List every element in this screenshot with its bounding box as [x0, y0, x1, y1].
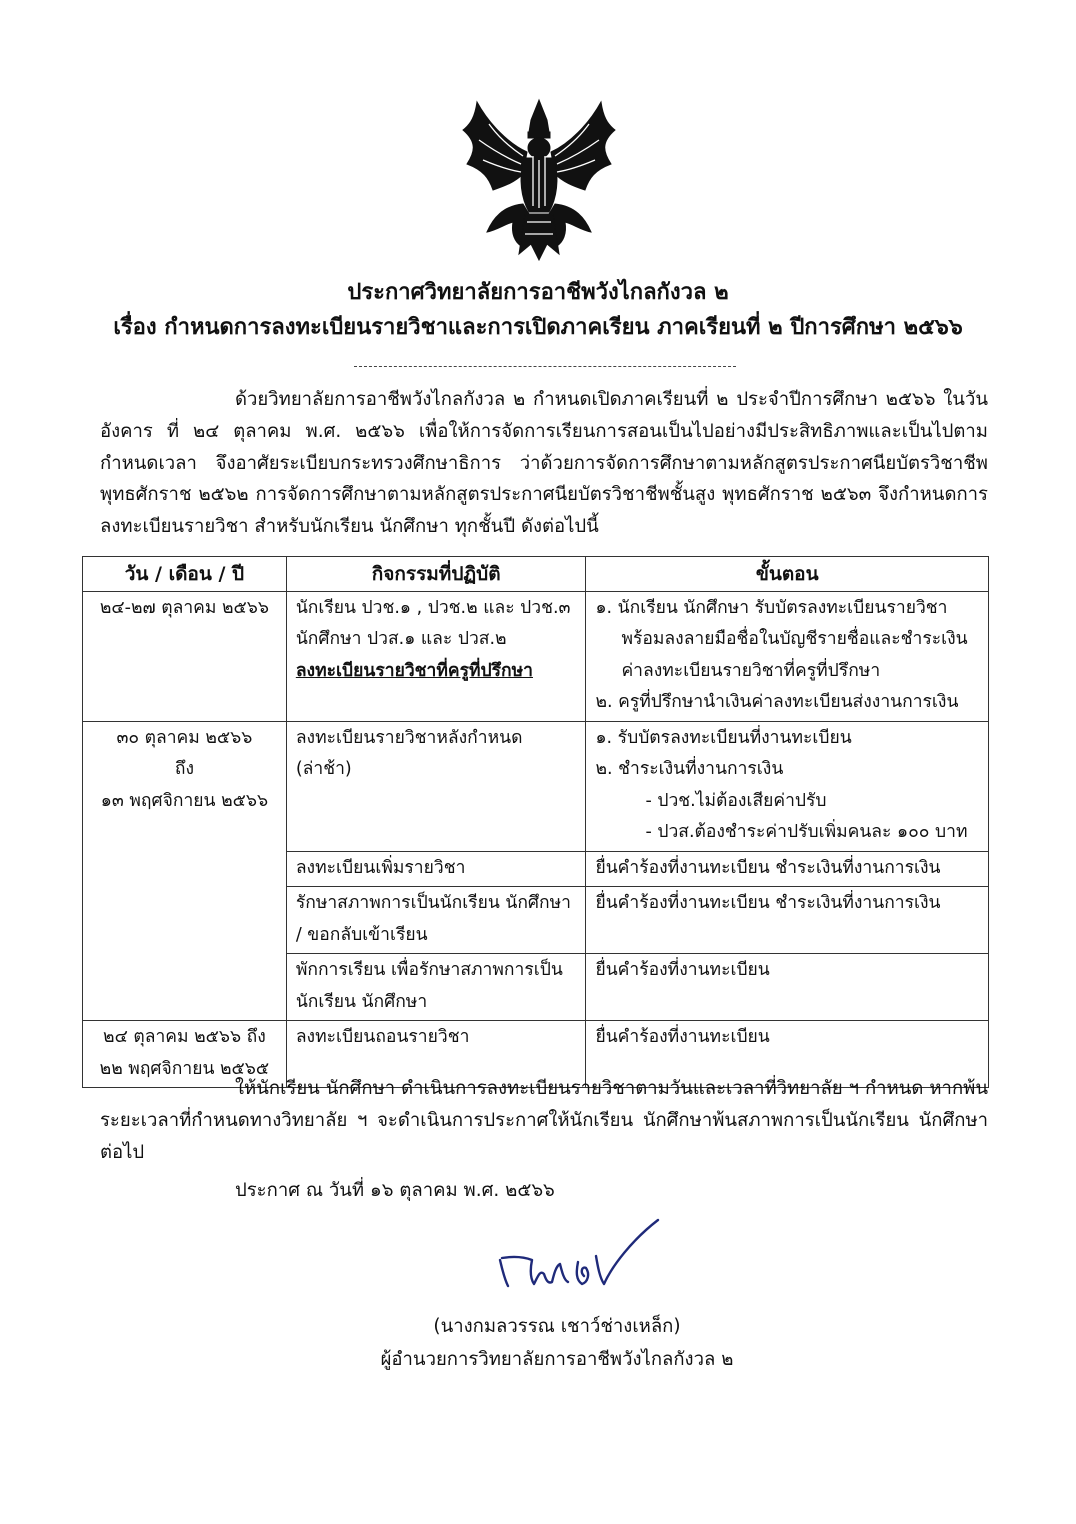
steps-cell: ยื่นคำร้องที่งานทะเบียน — [586, 1021, 989, 1088]
announcement-title: ประกาศวิทยาลัยการอาชีพวังไกลกังวล ๒ — [347, 280, 729, 305]
announcement-subject: เรื่อง กำหนดการลงทะเบียนรายวิชาและการเปิดภาคเรียน ภาคเรียนที่ ๒ ปีการศึกษา ๒๕๖๖ — [113, 315, 963, 340]
table-row — [83, 721, 989, 851]
table-header-row — [83, 557, 989, 592]
registration-schedule-table — [82, 556, 989, 1088]
closing-paragraph: ให้นักเรียน นักศึกษา ดำเนินการลงทะเบียนรายวิชาตามวันและเวลาที่วิทยาลัย ฯ กำหนด หากพ้นระยะเวลาที่กำหนดทางวิทยาลัย ฯ จะดำเนินการประกาศให้นักเรียน นักศึกษาพ้นสภาพการเป็นนักเรียน นักศึกษาต่อไป — [100, 1078, 988, 1163]
title-divider — [354, 366, 736, 367]
activity-cell: นักเรียน ปวช.๑ , ปวช.๒ และ ปวช.๓ นักศึกษา ปวส.๑ และ ปวส.๒ ลงทะเบียนรายวิชาที่ครูที่ปรึกษา — [286, 591, 586, 721]
signatory-position: ผู้อำนวยการวิทยาลัยการอาชีพวังไกลกังวล ๒ — [380, 1349, 734, 1370]
activity-cell: ลงทะเบียนรายวิชาหลังกำหนด (ล่าช้า) — [286, 721, 586, 851]
garuda-emblem — [458, 94, 620, 264]
activity-cell: พักการเรียน เพื่อรักษาสภาพการเป็น นักเรียน นักศึกษา — [286, 954, 586, 1021]
intro-paragraph: ด้วยวิทยาลัยการอาชีพวังไกลกังวล ๒ กำหนดเปิดภาคเรียนที่ ๒ ประจำปีการศึกษา ๒๕๖๖ ในวันอังคาร ที่ ๒๔ ตุลาคม พ.ศ. ๒๕๖๖ เพื่อให้การจัดการเรียนการสอนเป็นไปอย่างมีประสิทธิภาพและเป็นไปตามกำหนดเวลา จึงอาศัยระเบียบกระทรวงศึกษาธิการ ว่าด้วยการจัดการศึกษาตามหลักสูตรประกาศนียบัตรวิชาชีพ พุทธศักราช ๒๕๖๒ การจัดการศึกษาตามหลักสูตรประกาศนียบัตรวิชาชีพชั้นสูง พุทธศักราช ๒๕๖๓ จึงกำหนดการลงทะเบียนรายวิชา สำหรับนักเรียน นักศึกษา ทุกชั้นปี ดังต่อไปนี้ — [100, 389, 988, 538]
steps-cell: ๑. รับบัตรลงทะเบียนที่งานทะเบียน ๒. ชำระเงินที่งานการเงิน - ปวช.ไม่ต้องเสียค่าปรับ - ปวส.ต้องชำระค่าปรับเพิ่มคนละ ๑๐๐ บาท — [586, 721, 989, 851]
date-cell: ๓๐ ตุลาคม ๒๕๖๖ ถึง ๑๓ พฤศจิกายน ๒๕๖๖ — [83, 721, 287, 1021]
header-date: วัน / เดือน / ปี — [83, 557, 287, 592]
header-steps: ขั้นตอน — [586, 557, 989, 592]
date-cell: ๒๔-๒๗ ตุลาคม ๒๕๖๖ — [83, 591, 287, 721]
signatory-name: (นางกมลวรรณ เชาว์ช่างเหล็ก) — [433, 1316, 681, 1337]
steps-cell: ยื่นคำร้องที่งานทะเบียน ชำระเงินที่งานการเงิน — [586, 887, 989, 954]
signature — [492, 1216, 662, 1296]
activity-cell: ลงทะเบียนเพิ่มรายวิชา — [286, 851, 586, 887]
steps-cell: ๑. นักเรียน นักศึกษา รับบัตรลงทะเบียนรายวิชา พร้อมลงลายมือชื่อในบัญชีรายชื่อและชำระเงิน ค่าลงทะเบียนรายวิชาที่ครูที่ปรึกษา ๒. ครูที่ปรึกษานำเงินค่าลงทะเบียนส่งงานการเงิน — [586, 591, 989, 721]
activity-cell: ลงทะเบียนถอนรายวิชา — [286, 1021, 586, 1088]
date-cell: ๒๔ ตุลาคม ๒๕๖๖ ถึง ๒๒ พฤศจิกายน ๒๕๖๕ — [83, 1021, 287, 1088]
table-row — [83, 591, 989, 721]
steps-cell: ยื่นคำร้องที่งานทะเบียน — [586, 954, 989, 1021]
activity-cell: รักษาสภาพการเป็นนักเรียน นักศึกษา / ขอกลับเข้าเรียน — [286, 887, 586, 954]
steps-cell: ยื่นคำร้องที่งานทะเบียน ชำระเงินที่งานการเงิน — [586, 851, 989, 887]
announcement-date: ประกาศ ณ วันที่ ๑๖ ตุลาคม พ.ศ. ๒๕๖๖ — [235, 1180, 555, 1201]
advisor-registration-label: ลงทะเบียนรายวิชาที่ครูที่ปรึกษา — [295, 660, 533, 681]
header-activity: กิจกรรมที่ปฏิบัติ — [286, 557, 586, 592]
